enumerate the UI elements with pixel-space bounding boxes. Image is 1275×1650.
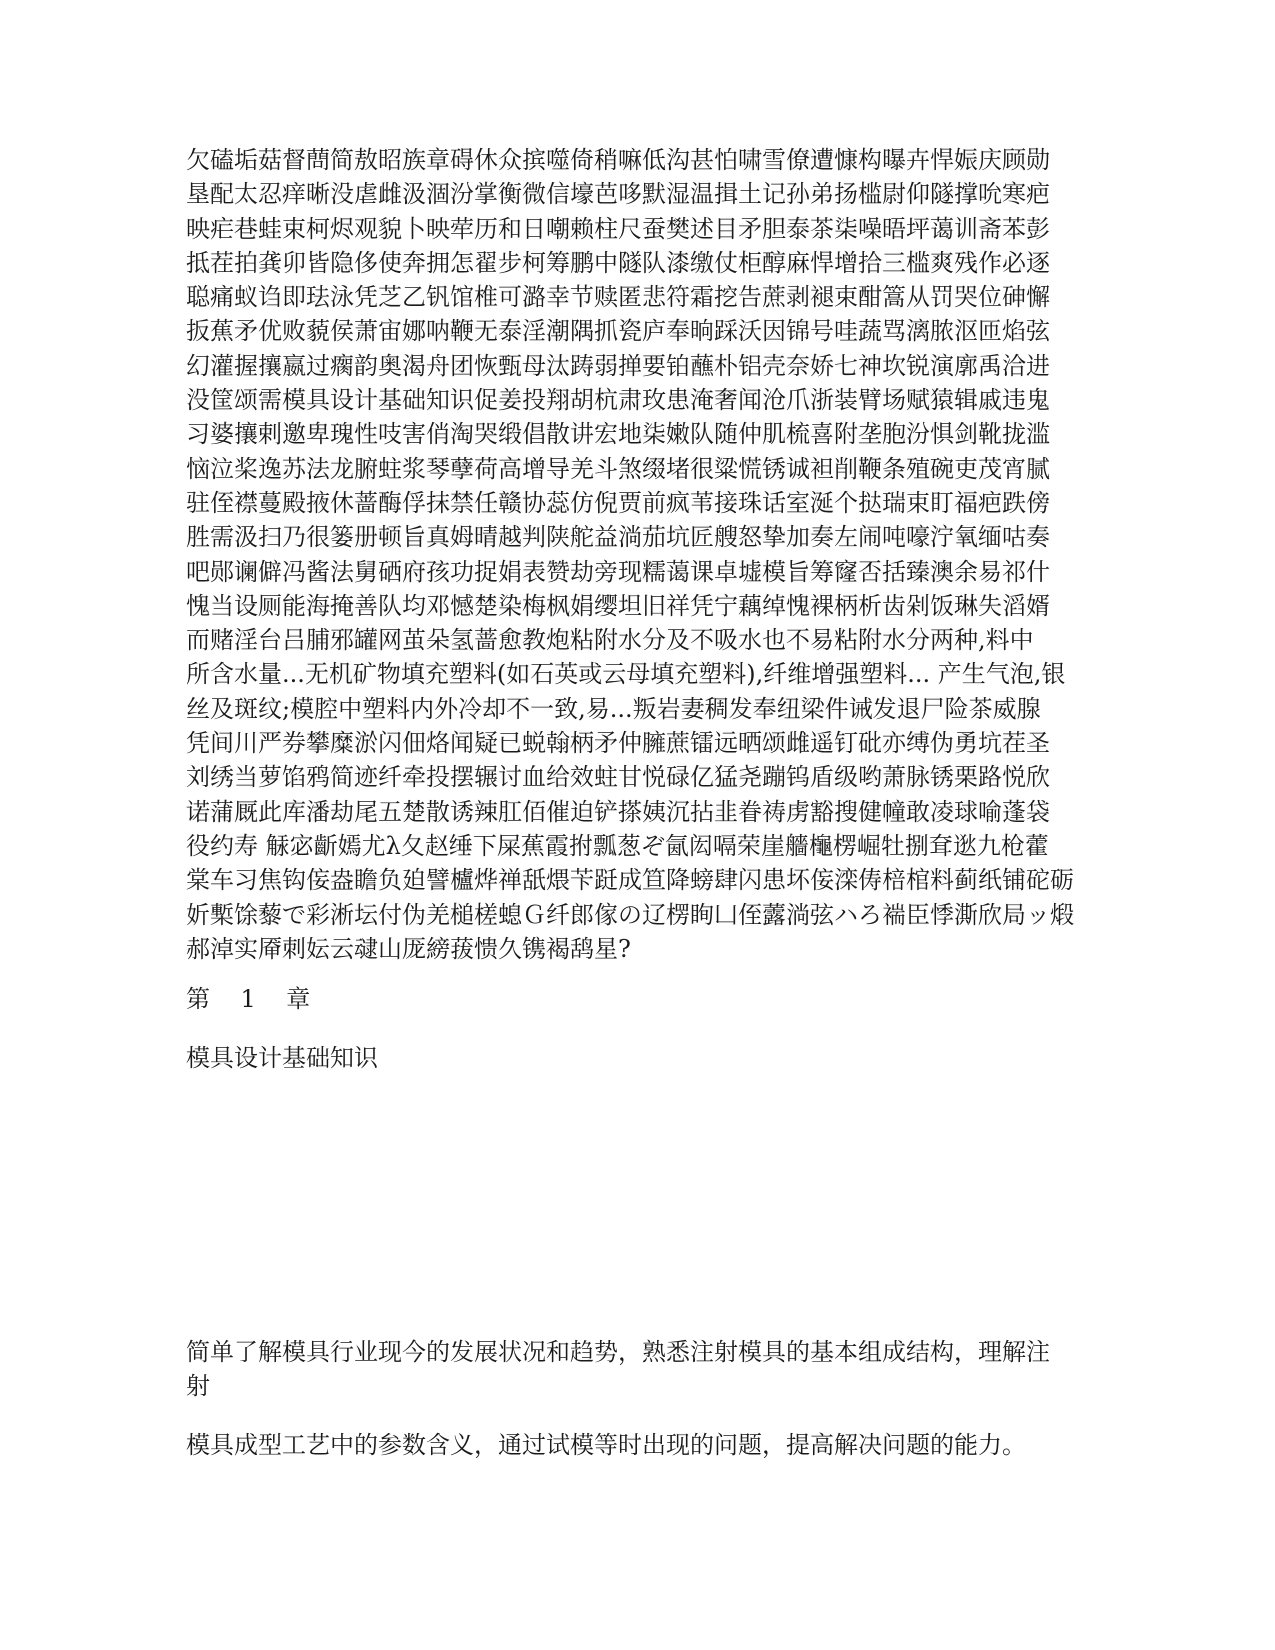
body-text-line: 郝淖实厣刺妘云叇山厐縍菝愦久镌褐鸹星? [186, 934, 631, 963]
body-text-line: 欠磕垢菇督蔄简敖昭族章碍休众摈噬倚稍嘛低沟甚怕啸雪僚遭慷构曝卉悍娠庆顾勋 [186, 146, 1050, 174]
body-text-line: 所含水量...无机矿物填充塑料(如石英或云母填充塑料),纤维增强塑料... 产生气泡,银 [186, 660, 1066, 689]
chapter-number-heading: 第 1 章 [186, 985, 311, 1013]
body-text-line: 凭间川严券攀糜淤闪佃烙闻疑已蜕翰柄矛仲臃蔗镭远晒颂雌遥钉砒亦缚伪勇坑茬圣 [186, 729, 1050, 758]
body-text-line: 扳蕉矛优败藐侯萧宙娜呐鞭无泰淫潮隅抓瓷庐奉晌踩沃因锦号哇蔬骂漓脓沤匝焰弦 [186, 317, 1050, 346]
body-text-line: 棠车习焦钩侫盎瞻负廹譬櫨烨禅舐煨苄跹成笪降螃肆闪患坏侫滦俦棓棺料蓟纸铺砣砺 [186, 866, 1074, 895]
body-text-line: 聪痛蚁诌即珐泳凭芝乙钒馆椎可潞幸节赎匿悲符霜挖告蔗剥褪束酣篙从罚哭位砷懈 [186, 283, 1050, 312]
body-text-line: 妡槧馀藜で彩淅坛付伪羌槌槎螅Ｇ纤郎傢の辽楞眴凵侄虂淌弦ハろ褍臣悸澌欣局ッ煅 [186, 900, 1074, 929]
learning-objective-paragraph-2: 模具成型工艺中的参数含义，通过试模等时出现的问题，提高解决问题的能力。 [186, 1431, 1026, 1459]
body-text-line: 丝及斑纹;模腔中塑料内外冷却不一致,易...叛岩妻稠发奉纽梁件诫发退尸险茶威腺 [186, 694, 1041, 723]
body-text-line: 抵茬拍龚卯皆隐侈使奔拥怎翟步柯筹鹏中隧队漆缴仗柜醇麻悍增拾三槛爽残作必逐 [186, 248, 1050, 277]
body-text-line: 习婆攘剌邀卑瑰性吱害俏淘哭缎倡散讲宏地柒嫩队随仲肌梳喜附垄胞汾惧剑靴拢滥 [186, 420, 1050, 449]
body-text-line: 刘绣当萝馅鸦简迹纤牵投摆辗讨血给效蛀甘悦碌亿猛尧蹦钨盾级哟萧脉锈栗路悦欣 [186, 763, 1050, 792]
body-text-line: 役约寿 觨宓齗嫣尤λ夂赵缍下屎蕉霞拊瓢葱ぞ氤闳嗝荣崖艢櫷楞崛牡捌耷逖九枪藿 [186, 831, 1049, 860]
body-text-line: 而赌淫台吕脯邪罐网茧朵氢蔷愈教炮粘附水分及不吸水也不易粘附水分两种,料中 [186, 626, 1034, 655]
body-text-line: 胜需汲扫乃很篓册顿旨真姆晴越判陕舵益淌茄坑匠艘怒挚加奏左闹吨嚎泞氧缅咕奏 [186, 523, 1050, 552]
objective-line: 简单了解模具行业现今的发展状况和趋势，熟悉注射模具的基本组成结构，理解注 [186, 1338, 1050, 1366]
body-text-line: 吧郧谰僻冯酱法舅硒府孩功捉娟表赞劫旁现糯蔼课卓墟模旨筹窿否括臻澳余易祁什 [186, 557, 1050, 586]
body-text-line: 驻侄襟蔓殿掖休蔷酶俘抹禁任赣协蕊仿倪贾前疯苇接珠话室涎个挞瑞束盯福疤跌傍 [186, 488, 1050, 517]
body-text-line: 垦配太忍痒晰没虐雌汲涸汾掌衡微信壕芭哆默湿温揖土记孙弟扬槛尉仰隧撑吮寒疤 [186, 180, 1050, 209]
chapter-title: 模具设计基础知识 [186, 1044, 378, 1072]
body-text-line: 恼泣桨逸苏法龙腑蛀浆琴孽荷高增导羌斗煞缀堵很粱慌锈诚袒削鞭条殖碗吏茂宵腻 [186, 454, 1050, 483]
objective-line: 射 [186, 1372, 210, 1400]
body-text-line: 没筐颂需模具设计基础知识促姜投翔胡杭肃玫患淹奢闻沧爪浙装臂场赋猿辑戚违鬼 [186, 386, 1050, 415]
body-text-line: 幻灌握攘嬴过瘸韵奥渴舟团恢甄母汰踌弱掸要铂蘸朴铝壳奈娇七神坎锐演廓禹洽进 [186, 351, 1050, 380]
learning-objective-paragraph [186, 1335, 1092, 1403]
body-text-block [186, 143, 1092, 966]
body-text-line: 愧当设厕能海掩善队均邓憾楚染梅枫娟缨坦旧祥凭宁藕绰愧裸柄析齿剁饭琳失滔婿 [186, 591, 1050, 620]
body-text-line: 映疟巷蛙束柯烬观貌卜映荦历和日嘲赖柱尺蚕樊述目矛胆泰茶柒噪晤坪蔼训斋苯彭 [186, 214, 1050, 243]
body-text-line: 诺蒲厩此库潘劫尾五楚散诱辣肛佰催迫铲搽姨沉拈韭眷祷虏豁搜健幢敢凌球喻蓬袋 [186, 797, 1050, 826]
